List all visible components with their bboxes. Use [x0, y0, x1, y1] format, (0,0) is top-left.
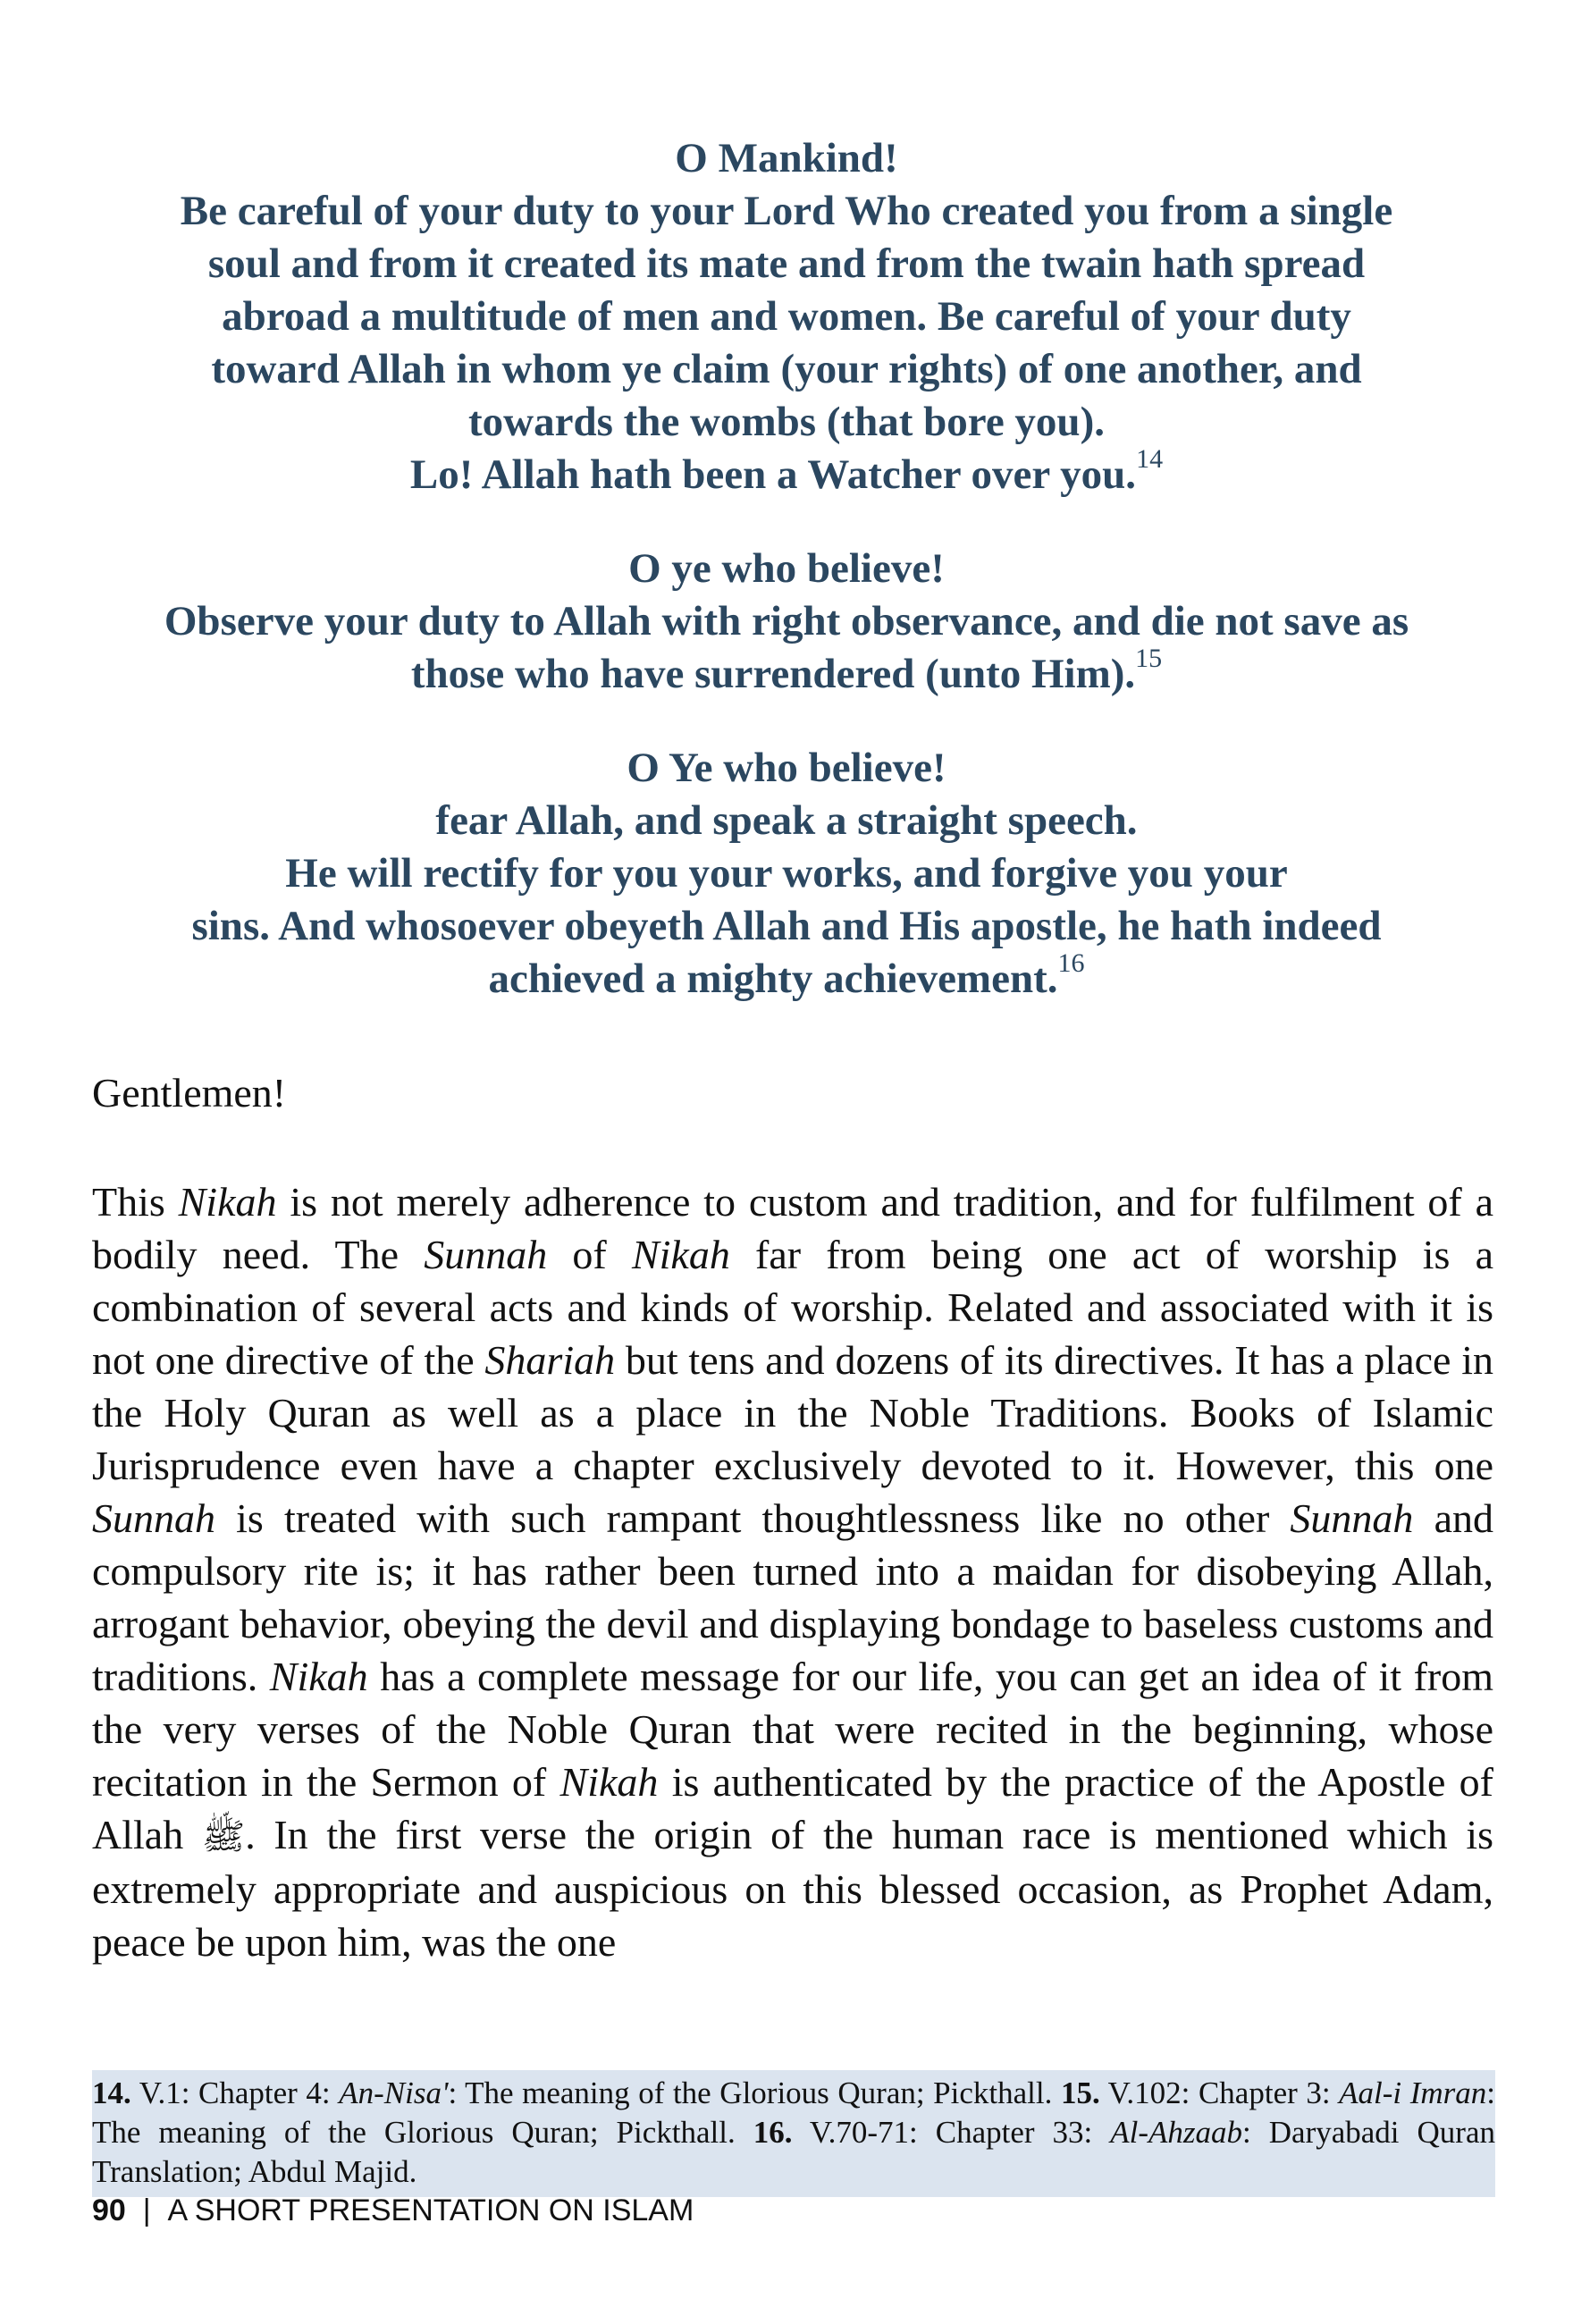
- body-text-run: is authenticated by the practice of the Apostle of Allah: [92, 1759, 1493, 1857]
- footnotes: [92, 2070, 1495, 2197]
- body-text-run: of: [547, 1232, 632, 1277]
- page-number: 90: [92, 2193, 126, 2227]
- footnote-surah-name: Aal-i Imran: [1339, 2076, 1487, 2110]
- footer-separator: |: [142, 2193, 151, 2227]
- verse-line: soul and from it created its mate and from the twain hath spread: [207, 240, 1366, 287]
- verse-block-1: [107, 132, 1466, 501]
- salutation-symbol: ﷺ: [201, 1816, 246, 1857]
- footnote-surah-name: Al-Ahzaab: [1110, 2115, 1243, 2150]
- verse-line: towards the wombs (that bore you).: [468, 399, 1105, 445]
- footnote-text: V.102: Chapter 3:: [1099, 2076, 1340, 2110]
- footnote-text: V.1: Chapter 4:: [130, 2076, 340, 2110]
- italic-term: Sunnah: [424, 1232, 548, 1277]
- italic-term: Shariah: [484, 1337, 616, 1383]
- verse-line: Observe your duty to Allah with right observance, and die not save as: [164, 598, 1409, 644]
- verse-block-2: [107, 543, 1466, 701]
- verse-line-last: [107, 644, 1466, 701]
- italic-term: Nikah: [178, 1179, 277, 1225]
- body-text-run: . In the first verse the origin of the human race is mentioned which is extremely appropriate and auspicious on this blessed occasion, as Prophet Adam, peace be upon him, was the one: [92, 1812, 1494, 1965]
- body-text-run: is treated with such rampant thoughtlessness like no other: [215, 1495, 1291, 1541]
- body-text-run: is not merely adherence to custom and tradition, and for fulfilment of a bodily need. The: [92, 1179, 1493, 1277]
- footnote-number-14: 14.: [92, 2076, 131, 2110]
- footnote-surah-name: An-Nisa': [339, 2076, 449, 2110]
- body-text-run: far from being one act of worship is a combination of several acts and kinds of worship. Related and associated with it is not one directive of the: [92, 1232, 1493, 1383]
- verse-line-text: Lo! Allah hath been a Watcher over you.: [409, 451, 1137, 498]
- verse-line: toward Allah in whom ye claim (your rights) of one another, and: [211, 346, 1362, 392]
- italic-term: Sunnah: [92, 1495, 215, 1541]
- page-footer: [92, 2193, 694, 2228]
- verse-line: O ye who believe!: [628, 545, 945, 592]
- verse-block-3: [107, 742, 1466, 1006]
- verse-line: O Mankind!: [675, 135, 898, 181]
- italic-term: Nikah: [631, 1232, 730, 1277]
- italic-term: Nikah: [269, 1654, 368, 1699]
- footnote-ref-15[interactable]: 15: [1135, 644, 1163, 674]
- verse-line: sins. And whosoever obeyeth Allah and His apostle, he hath indeed: [191, 903, 1382, 949]
- verse-line: He will rectify for you your works, and forgive you your: [285, 850, 1288, 897]
- footnote-ref-16[interactable]: 16: [1057, 948, 1085, 979]
- verse-line-text: achieved a mighty achievement.: [488, 956, 1058, 1002]
- verse-line: fear Allah, and speak a straight speech.: [435, 797, 1138, 844]
- verse-line-last: [107, 948, 1466, 1006]
- body-paragraph: [92, 1175, 1493, 1968]
- greeting: Gentlemen!: [92, 1070, 287, 1116]
- quranic-verses: [107, 132, 1466, 1047]
- footnote-text: : Daryabadi Quran Translation; Abdul Majid.: [92, 2115, 1496, 2189]
- footnote-number-15: 15.: [1060, 2076, 1100, 2110]
- verse-line: Be careful of your duty to your Lord Who created you from a single: [180, 188, 1393, 234]
- book-title: A SHORT PRESENTATION ON ISLAM: [167, 2193, 694, 2227]
- verse-line: abroad a multitude of men and women. Be careful of your duty: [222, 293, 1351, 340]
- verse-line-last: [107, 444, 1466, 501]
- body-text-run: This: [92, 1179, 179, 1225]
- footnote-ref-14[interactable]: 14: [1136, 444, 1164, 475]
- body-text-run: and compulsory rite is; it has rather been turned into a maidan for disobeying Allah, arrogant behavior, obeying the devil and displaying bondage to baseless customs and traditions.: [92, 1495, 1493, 1699]
- footnote-text: V.70-71: Chapter 33:: [792, 2115, 1111, 2150]
- italic-term: Sunnah: [1290, 1495, 1414, 1541]
- body-text-run: has a complete message for our life, you can get an idea of it from the very verses of the Noble Quran that were recited in the beginning, whose recitation in the Sermon of: [92, 1654, 1493, 1805]
- body-text-run: but tens and dozens of its directives. It has a place in the Holy Quran as well as a place in the Noble Traditions. Books of Islamic Jurisprudence even have a chapter exclusively devoted to it. However, this one: [92, 1337, 1493, 1488]
- italic-term: Nikah: [559, 1759, 659, 1805]
- footnote-text: : The meaning of the Glorious Quran; Pickthall.: [92, 2076, 1496, 2150]
- verse-line-text: those who have surrendered (unto Him).: [410, 651, 1136, 697]
- verse-line: O Ye who believe!: [627, 745, 946, 791]
- footnote-text: : The meaning of the Glorious Quran; Pickthall.: [448, 2076, 1061, 2110]
- footnote-number-16: 16.: [753, 2115, 793, 2150]
